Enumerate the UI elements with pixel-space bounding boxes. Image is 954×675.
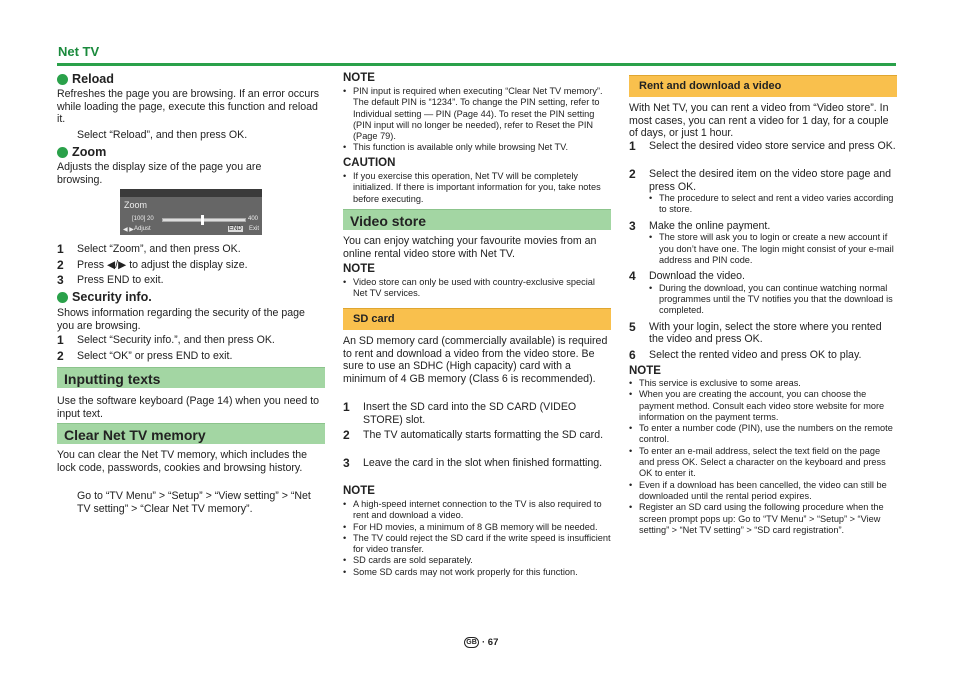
note-item: • A high-speed internet connection to the TV is also required to rent and download a video. — [343, 499, 602, 521]
note-item: • To enter an e-mail address, select the text field on the page and press OK. Select a character on the keyboard and press OK to enter it. — [629, 445, 886, 479]
reload-heading: Reload — [57, 72, 325, 86]
zoom-slider-handle[interactable] — [201, 215, 204, 225]
zoom-slider[interactable] — [162, 218, 246, 222]
step-item: 4 Download the video. — [629, 269, 745, 284]
inputting-texts-description: Use the software keyboard (Page 14) when you need to input text. — [57, 395, 320, 420]
note-item: • To enter a number code (PIN), use the numbers on the remote control. — [629, 423, 893, 445]
step-item: 2 Press ◀/▶ to adjust the display size. — [57, 258, 248, 272]
header-rule — [57, 63, 896, 66]
zoom-heading: Zoom — [57, 145, 325, 159]
sd-card-description: An SD memory card (commercially available) is required to rent and download a video from the video store. Be sure to use an SDHC (High capacity) card with a minimum of 4 GB memory (Class 6 is recommended). — [343, 335, 608, 385]
step-item: 3 Leave the card in the slot when finished formatting. — [343, 456, 603, 470]
bullet-dot-icon — [57, 292, 68, 303]
caution-heading: CAUTION — [343, 157, 396, 169]
bullet-dot-icon — [57, 147, 68, 158]
clear-memory-instruction: Go to “TV Menu” > “Setup” > “View setting” > “Net TV setting” > “Clear Net TV memory”. — [77, 490, 311, 515]
note-item: • PIN input is required when executing “Clear Net TV memory”. The default PIN is “1234”. To change the PIN setting, refer to Individual setting — PIN (Page 44). To reset the PIN setting (PIN input will no longer be needed), refer to Reset the PIN (Page 79). — [343, 86, 603, 142]
zoom-panel — [120, 189, 262, 235]
security-description: Shows information regarding the security of the page you are browsing. — [57, 307, 305, 332]
clear-memory-description: You can clear the Net TV memory, which includes the lock code, passwords, cookies and browsing history. — [57, 449, 308, 474]
note-item: • SD cards are sold separately. — [343, 555, 473, 566]
note-heading: NOTE — [343, 72, 375, 84]
reload-instruction: Select “Reload”, and then press OK. — [77, 129, 248, 141]
zoom-exit-label: Exit — [249, 226, 260, 232]
step-item: 1 Select the desired video store service and press OK. — [629, 139, 896, 153]
sd-card-heading: SD card — [343, 308, 611, 330]
inputting-texts-heading: Inputting texts — [57, 367, 325, 388]
step-item: 1 Insert the SD card into the SD CARD (VIDEO STORE) slot. — [343, 400, 577, 426]
zoom-steps — [57, 243, 325, 287]
zoom-adjust-label: Adjust — [134, 226, 151, 232]
step-sub-item: • The procedure to select and rent a video varies according to store. — [649, 193, 894, 215]
page-footer — [464, 637, 498, 648]
note-item: • This service is exclusive to some areas. — [629, 378, 801, 388]
caution-item: • If you exercise this operation, Net TV will be completely initialized. If there is important information for you, take notes before executing. — [343, 171, 601, 204]
step-item: 3 Make the online payment. — [629, 218, 771, 233]
note-item: • This function is available only while browsing Net TV. — [343, 142, 568, 153]
bullet-dot-icon — [57, 74, 68, 85]
step-item: 2 Select the desired item on the video store page and press OK. — [629, 167, 892, 193]
note-heading: NOTE — [343, 485, 375, 497]
note-list — [343, 277, 611, 300]
note-item: • Register an SD card using the following procedure when the screen prompt pops up: Go to “TV Menu” > “Setup” > “View setting” > “Net TV setting” > “SD card registration”. — [629, 502, 884, 535]
video-store-description: You can enjoy watching your favourite movies from an online rental video store with Net TV. — [343, 235, 597, 260]
note-item: • When you are creating the account, you can choose the payment method. Consult each video store website for more information on the payment terms. — [629, 389, 885, 422]
reload-description: Refreshes the page you are browsing. If an error occurs while loading the page, execute this function and reload it. — [57, 88, 320, 126]
gb-badge-icon: GB — [464, 637, 479, 648]
arrow-left-right-icon: ◀ ▶ — [123, 227, 134, 233]
note-item: • Video store can only be used with country-exclusive special Net TV services. — [343, 277, 595, 299]
note-item: • For HD movies, a minimum of 8 GB memory will be needed. — [343, 521, 598, 532]
note-item: • Some SD cards may not work properly for this function. — [343, 566, 578, 577]
step-item: 6 Select the rented video and press OK to play. — [629, 347, 862, 362]
step-item: 2 The TV automatically starts formatting the SD card. — [343, 428, 604, 442]
caution-list — [343, 171, 611, 205]
rent-download-description: With Net TV, you can rent a video from “Video store”. In most cases, you can rent a video for 1 day, for a couple of days, or just 1 hour. — [629, 102, 889, 140]
note-list — [343, 86, 611, 154]
clear-memory-heading: Clear Net TV memory — [57, 423, 325, 444]
note-heading: NOTE — [343, 263, 375, 275]
note-list — [629, 378, 897, 536]
step-item: 5 With your login, select the store where you rented the video and press OK. — [629, 319, 882, 346]
zoom-description: Adjusts the display size of the page you are browsing. — [57, 161, 262, 186]
step-sub-item: • During the download, you can continue watching normal programmes until the TV notifies you that the download is completed. — [649, 282, 893, 316]
rent-download-heading: Rent and download a video — [629, 75, 897, 97]
zoom-max-label: 400 — [248, 216, 259, 222]
video-store-heading: Video store — [343, 209, 611, 230]
step-item: 1 Select “Security info.”, and then press OK. — [57, 333, 275, 347]
section-header: Net TV — [58, 44, 100, 59]
note-list — [343, 499, 611, 578]
step-sub-item: • The store will ask you to login or create a new account if you don’t have one. The login might consist of your e-mail address and PIN code. — [649, 232, 894, 265]
step-item: 3 Press END to exit. — [57, 273, 164, 287]
zoom-min-label: [100] 20 — [132, 216, 154, 222]
step-item: 2 Select “OK” or press END to exit. — [57, 349, 233, 363]
step-item: 1 Select “Zoom”, and then press OK. — [57, 242, 241, 256]
end-key-icon: END — [229, 226, 242, 232]
note-item: • The TV could reject the SD card if the write speed is insufficient for video transfer. — [343, 532, 611, 555]
note-heading: NOTE — [629, 365, 661, 377]
security-steps — [57, 334, 325, 363]
rent-steps — [629, 140, 897, 361]
security-heading: Security info. — [57, 290, 325, 304]
sd-card-steps — [343, 401, 611, 470]
page-number: · 67 — [482, 637, 499, 648]
zoom-panel-title: Zoom — [124, 200, 148, 210]
note-item: • Even if a download has been cancelled, the video can still be downloaded until the rental period expires. — [629, 479, 887, 501]
